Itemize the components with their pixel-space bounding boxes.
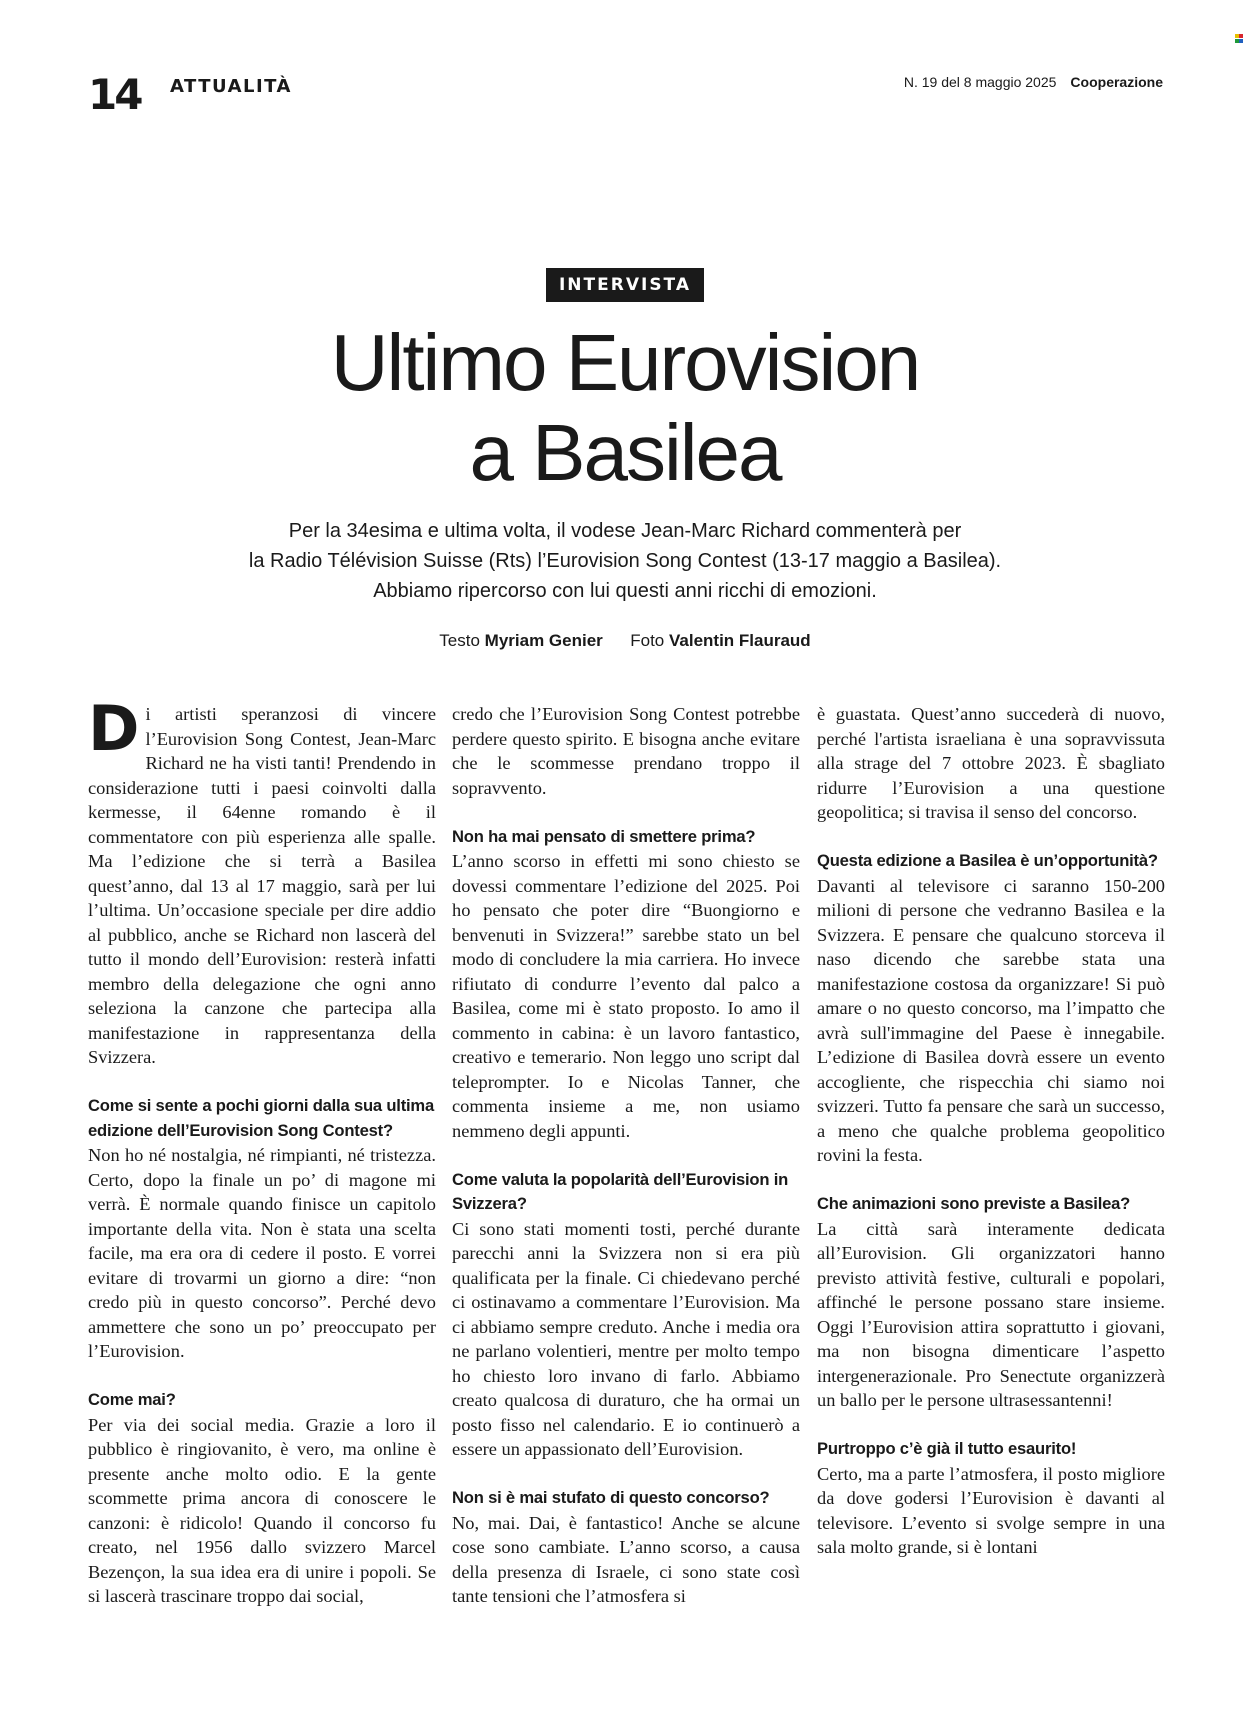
color-registration-icon — [1235, 34, 1244, 43]
answer-8: Certo, ma a parte l’atmosfera, il posto migliore da dove godersi l’Eurovision è davanti al televisore. L’evento si svolge sempre in una sala molto grande, si è lontani — [817, 1463, 1165, 1557]
credit-photo-label: Foto — [630, 631, 665, 650]
answer-7: La città sarà interamente dedicata all’Eurovision. Gli organizzatori hanno previsto attività festive, culturali e popolari, affinché le persone possano stare insieme. Oggi l’Eurovision attira soprattutto i giovani, ma non bisogna dimenticare l’aspetto intergenerazionale. Pro Senectute organizzerà un ballo per le persone ultrasessantenni! — [817, 1218, 1165, 1410]
answer-4: Ci sono stati momenti tosti, perché durante parecchi anni la Svizzera non si era più qualificata per la finale. Ci chiedevano perché ci ostinavamo a commentare l’Eurovision. Ma ci abbiamo sempre creduto. Anche i media ora ne parlano volentieri, mentre per molto tempo ho chiesto loro invano di farlo. Abbiamo creato qualcosa di duraturo, che ha ormai un posto fisso nel calendario. E io continuerò a essere un appassionato dell’Eurovision. — [452, 1218, 800, 1459]
publication-name: Cooperazione — [1070, 74, 1163, 90]
credit-text-name: Myriam Genier — [484, 631, 603, 650]
article-column-3 — [817, 702, 1165, 1560]
article-column-2 — [452, 702, 800, 1609]
section-name: ATTUALITÀ — [170, 76, 292, 97]
answer-2-part-2: credo che l’Eurovision Song Contest potrebbe perdere questo spirito. E bisogna anche evitare che le scommesse prendano troppo il sopravvento. — [452, 704, 800, 798]
dropcap: D — [88, 692, 140, 765]
lead-line-1: Per la 34esima e ultima volta, il vodese Jean-Marc Richard commenterà per — [288, 520, 962, 542]
article-lead — [0, 516, 1250, 606]
question-1: Come si sente a pochi giorni dalla sua ultima edizione dell’Eurovision Song Contest? — [88, 1096, 435, 1140]
intro-paragraph — [88, 692, 436, 1070]
article-column-1 — [88, 692, 436, 1609]
title-line-2: a Basilea — [469, 408, 781, 497]
question-7: Che animazioni sono previste a Basilea? — [817, 1194, 1131, 1213]
question-5: Non si è mai stufato di questo concorso? — [452, 1488, 770, 1507]
page-number: 14 — [88, 70, 141, 119]
lead-line-2: la Radio Télévision Suisse (Rts) l’Eurovision Song Contest (13-17 maggio a Basilea). — [248, 550, 1002, 572]
page-header — [88, 70, 1163, 120]
question-4: Come valuta la popolarità dell’Eurovision in Svizzera? — [452, 1169, 789, 1213]
answer-3: L’anno scorso in effetti mi sono chiesto se dovessi commentare l’edizione del 2025. Poi ho pensato che poter dire “Buongiorno e benvenuti in Svizzera!” sarebbe stato un bel modo di concludere la mia carriera. Ho invece rifiutato di condurre l’evento dal palco a Basilea, come mi è stato proposto. Io amo il commento in cabina: è un lavoro fantastico, creativo e temerario. Non leggo uno script dal teleprompter. Io e Nicolas Tanner, che commenta insieme a me, non usiamo nemmeno degli appunti. — [452, 851, 800, 1141]
title-line-1: Ultimo Eurovision — [330, 318, 920, 407]
article-label: INTERVISTA — [546, 268, 704, 302]
question-3: Non ha mai pensato di smettere prima? — [452, 826, 756, 846]
question-6: Questa edizione a Basilea è un’opportunità? — [817, 851, 1158, 870]
issue-info — [904, 74, 1163, 90]
issue-date: N. 19 del 8 maggio 2025 — [903, 74, 1057, 90]
question-8: Purtroppo c’è già il tutto esaurito! — [817, 1439, 1077, 1458]
answer-6: Davanti al televisore ci saranno 150-200 milioni di persone che vedranno Basilea e la Svizzera. E pensare che qualcuno storceva il naso dicendo che sarebbe stata una manifestazione costosa da organizzare! Si può amare o no questo concorso, ma l’impatto che avrà sull'immagine del Paese è innegabile. L’edizione di Basilea dovrà essere un evento accogliente, che rispecchia chi siamo noi svizzeri. Tutto fa pensare che sarà un successo, a meno che qualche problema geopolitico rovini la festa. — [817, 875, 1165, 1165]
answer-1: Non ho né nostalgia, né rimpianti, né tristezza. Certo, dopo la finale un po’ di magone mi verrà. È normale quando finisce un capitolo importante della vita. Non è stata una scelta facile, ma era ora di cedere il posto. E vorrei evitare di trovarmi un giorno a dire: “non credo più in questo concorso”. Perché devo ammettere che sono un po’ preoccupato per l’Eurovision. — [88, 1145, 436, 1361]
question-2: Come mai? — [88, 1390, 176, 1409]
credit-photo-name: Valentin Flauraud — [669, 631, 811, 650]
answer-5-part-2: è guastata. Quest’anno succederà di nuovo, perché l'artista israeliana è una sopravvissuta alla strage del 7 ottobre 2023. È sbagliato ridurre l’Eurovision a una questione geopolitica; si travisa il senso del concorso. — [817, 704, 1165, 822]
answer-5-part-1: No, mai. Dai, è fantastico! Anche se alcune cose sono cambiate. L’anno scorso, a causa della presenza di Israele, ci sono state così tante tensioni che l’atmosfera si — [452, 1512, 800, 1606]
byline — [0, 631, 1250, 651]
credit-text-label: Testo — [439, 631, 480, 650]
answer-2-part-1: Per via dei social media. Grazie a loro il pubblico è ringiovanito, è vero, ma online è presente anche molto odio. E la gente scommette prima ancora di conoscere le canzoni: è ridicolo! Quando il concorso fu creato, nel 1956 dallo svizzero Marcel Bezençon, la sua idea era di unire i popoli. Se si lascerà trascinare troppo dai social, — [88, 1414, 436, 1606]
intro-text: i artisti speranzosi di vincere l’Eurovision Song Contest, Jean-Marc Richard ne ha visti tanti! Prendendo in considerazione tutti i paesi coinvolti dalla kermesse, il 64enne romando è il commentatore con più esperienza alle spalle. Ma l’edizione che si terrà a Basilea quest’anno, dal 13 al 17 maggio, sarà per lui l’ultima. Un’occasione speciale per dire addio al pubblico, anche se Richard non lascerà del tutto il mondo dell’Eurovision: resterà infatti membro della delegazione che ogni anno seleziona la canzone che partecipa alla manifestazione in rappresentanza della Svizzera. — [88, 704, 436, 1067]
lead-line-3: Abbiamo ripercorso con lui questi anni ricchi di emozioni. — [373, 580, 877, 602]
article-label-wrap — [0, 268, 1250, 302]
article-title — [0, 318, 1250, 498]
